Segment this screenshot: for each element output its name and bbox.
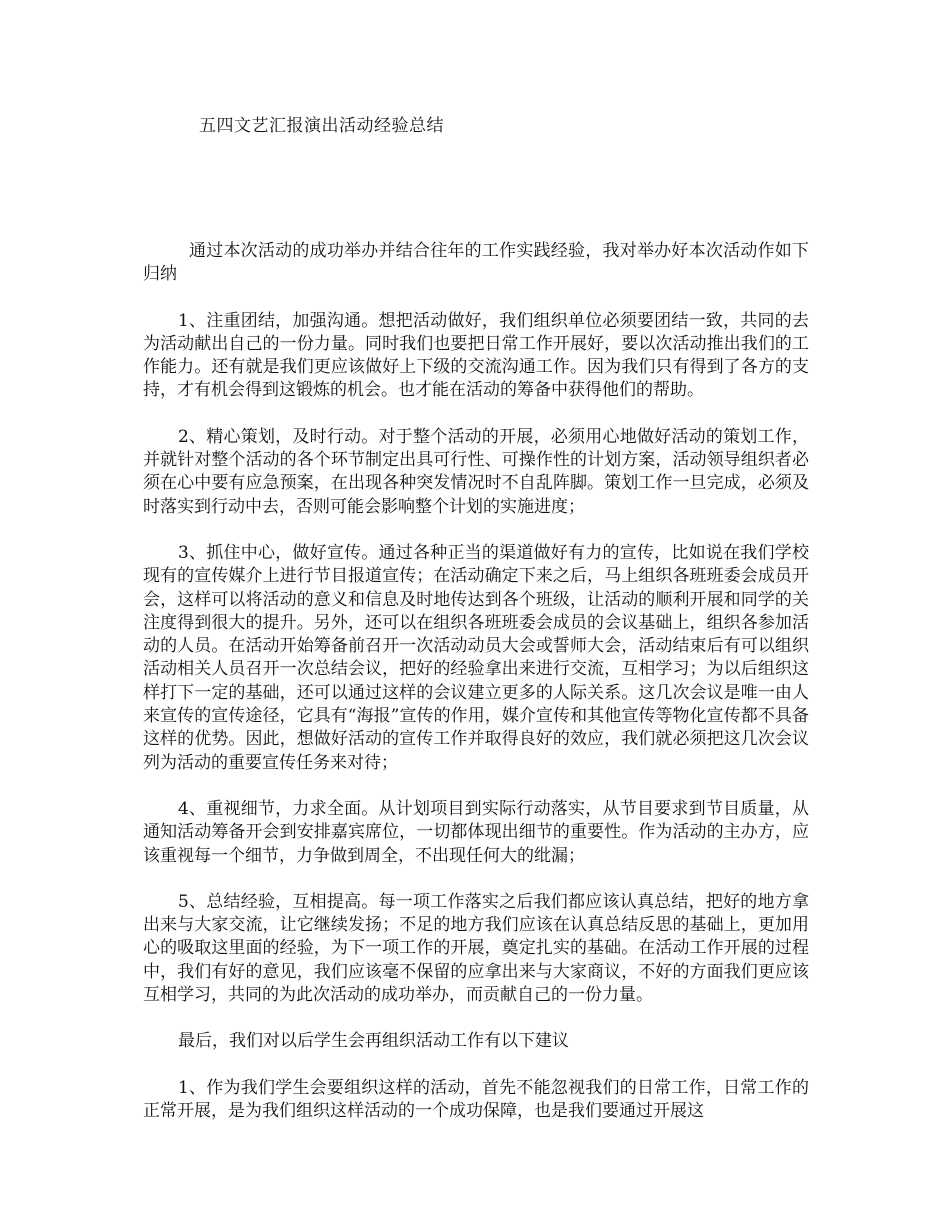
intro-paragraph: 通过本次活动的成功举办并结合往年的工作实践经验，我对举办好本次活动作如下归纳 (143, 241, 809, 285)
document-title: 五四文艺汇报演出活动经验总结 (199, 116, 444, 136)
document-body (143, 240, 809, 1146)
paragraph-point-2: 2、精心策划，及时行动。对于整个活动的开展，必须用心地做好活动的策划工作，并就针对整个活动的各个环节制定出具可行性、可操作性的计划方案，活动领导组织者必须在心中要有应急预案，在出现各种突发情况时不自乱阵脚。策划工作一旦完成，必须及时落实到行动中去，否则可能会影响整个计划的实施进度； (143, 426, 809, 517)
paragraph-point-5: 5、总结经验，互相提高。每一项工作落实之后我们都应该认真总结，把好的地方拿出来与大家交流，让它继续发扬；不足的地方我们应该在认真总结反思的基础上，更加用心的吸取这里面的经验，为下一项工作的开展，奠定扎实的基础。在活动工作开展的过程中，我们有好的意见，我们应该毫不保留的应拿出来与大家商议，不好的方面我们更应该互相学习，共同的为此次活动的成功举办，而贡献自己的一份力量。 (143, 891, 809, 1006)
paragraph-point-3: 3、抓住中心，做好宣传。通过各种正当的渠道做好有力的宣传，比如说在我们学校现有的宣传媒介上进行节目报道宣传；在活动确定下来之后，马上组织各班班委会成员开会，这样可以将活动的意义和信息及时地传达到各个班级，让活动的顺利开展和同学的关注度得到很大的提升。另外，还可以在组织各班班委会成员的会议基础上，组织各参加活动的人员。在活动开始筹备前召开一次活动动员大会或誓师大会，活动结束后有可以组织活动相关人员召开一次总结会议，把好的经验拿出来进行交流，互相学习；为以后组织这样打下一定的基础，还可以通过这样的会议建立更多的人际关系。这几次会议是唯一由人来宣传的宣传途径，它具有“海报”宣传的作用，媒介宣传和其他宣传等物化宣传都不具备这样的优势。因此，想做好活动的宣传工作并取得良好的效应，我们就必须把这几次会议列为活动的重要宣传任务来对待； (143, 542, 809, 773)
paragraph-point-4: 4、重视细节，力求全面。从计划项目到实际行动落实，从节目要求到节目质量，从通知活动筹备开会到安排嘉宾席位，一切都体现出细节的重要性。作为活动的主办方，应该重视每一个细节，力争做到周全，不出现任何大的纰漏； (143, 798, 809, 866)
paragraph-point-1: 1、注重团结，加强沟通。想把活动做好，我们组织单位必须要团结一致，共同的去为活动献出自己的一份力量。同时我们也要把日常工作开展好，要以次活动推出我们的工作能力。还有就是我们更应该做好上下级的交流沟通工作。因为我们只有得到了各方的支持，才有机会得到这锻炼的机会。也才能在活动的筹备中获得他们的帮助。 (143, 310, 809, 401)
paragraph-suggestion-1: 1、作为我们学生会要组织这样的活动，首先不能忽视我们的日常工作，日常工作的正常开展，是为我们组织这样活动的一个成功保障，也是我们要通过开展这 (143, 1077, 809, 1121)
paragraph-suggestions-heading: 最后，我们对以后学生会再组织活动工作有以下建议 (178, 1031, 569, 1052)
